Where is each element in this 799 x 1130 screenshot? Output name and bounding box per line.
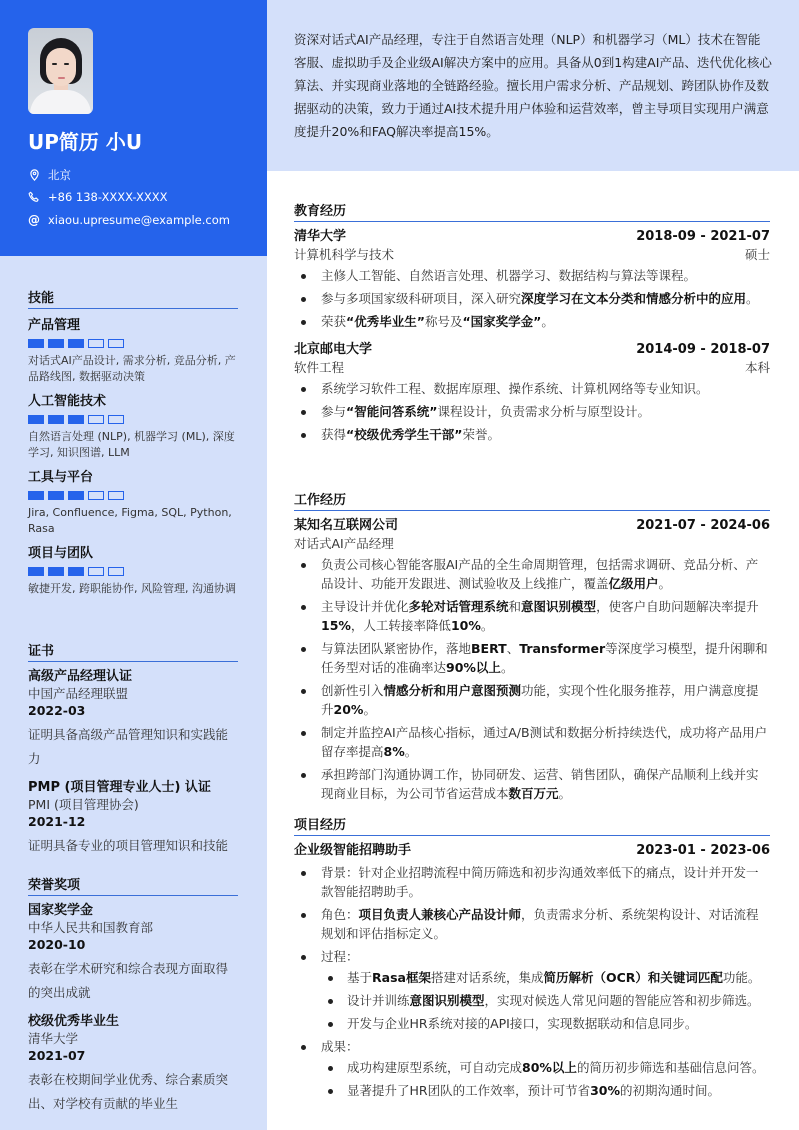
projects-title: 项目经历: [294, 814, 770, 836]
bullet-list: [294, 555, 770, 803]
bullet-item: 参与“智能问答系统”课程设计，负责需求分析与原型设计。: [294, 402, 770, 421]
education-entry: [294, 341, 770, 444]
summary-text: 资深对话式AI产品经理，专注于自然语言处理（NLP）和机器学习（ML）技术在智能客服、虚拟助手及企业级AI解决方案中的应用。具备从0到1构建AI产品、迭代优化核心算法、并实现商业落地的全链路经验。擅长用户需求分析、产品规划、跨团队协作及数据驱动的决策，致力于通过AI技术提升用户体验和运营效率，曾主导项目实现用户满意度提升20%和FAQ解决率提高15%。: [294, 32, 772, 139]
project-name: 企业级智能招聘助手: [294, 843, 412, 858]
bullet-item: 角色：项目负责人兼核心产品设计师，负责需求分析、系统架构设计、对话流程规划和评估指标定义。: [294, 905, 770, 943]
education-date: 2018-09 - 2021-07: [636, 229, 770, 244]
bullet-list: [294, 266, 770, 331]
certificate-name: PMP (项目管理专业人士) 认证: [28, 780, 211, 795]
contact-location: [28, 167, 71, 183]
bullet-item: 参与多项国家级科研项目，深入研究深度学习在文本分类和情感分析中的应用。: [294, 289, 770, 308]
email-text[interactable]: xiaou.upresume@example.com: [48, 213, 230, 227]
sidebar: [0, 0, 267, 1130]
certificate-name: 高级产品经理认证: [28, 669, 133, 684]
location-text: 北京: [48, 168, 71, 182]
skill-level-bar: [28, 339, 238, 348]
major: 计算机科学与技术: [294, 247, 395, 262]
skill-level-bar: [28, 415, 238, 424]
degree: 硕士: [744, 247, 770, 262]
bullet-item: 与算法团队紧密协作，落地BERT、Transformer等深度学习模型，提升闲聊和任务型对话的准确率达90%以上。: [294, 639, 770, 677]
certificate-desc: 证明具备专业的项目管理知识和技能: [28, 838, 229, 853]
sub-bullet-item: 基于Rasa框架搭建对话系统，集成简历解析（OCR）和关键词匹配功能。: [321, 968, 770, 987]
sub-bullet-item: 开发与企业HR系统对接的API接口，实现数据联动和信息同步。: [321, 1014, 770, 1033]
skill-name: 人工智能技术: [28, 394, 107, 409]
contact-phone: [28, 190, 167, 204]
school-name: 北京邮电大学: [294, 342, 373, 357]
bullet-item: 过程： 基于Rasa框架搭建对话系统，集成简历解析（OCR）和关键词匹配功能。 设计并训练意图识别模型，实现对候选人常见问题的智能应答和初步筛选。 开发与企业HR系统对接的API接口，实现数据联动和信息同步。: [294, 947, 770, 1033]
award-date: 2020-10: [28, 937, 86, 952]
job-role: 对话式AI产品经理: [294, 536, 394, 551]
bullet-item: 承担跨部门沟通协调工作，协同研发、运营、销售团队，确保产品顺利上线并实现商业目标，为公司节省运营成本数百万元。: [294, 765, 770, 803]
sub-bullet-list: [321, 1058, 770, 1100]
award-desc: 表彰在校期间学业优秀、综合素质突出、对学校有贡献的毕业生: [28, 1072, 229, 1111]
project-entry: [294, 842, 770, 1100]
certificate-date: 2022-03: [28, 703, 86, 718]
skill-desc: Jira, Confluence, Figma, SQL, Python, Rasa: [28, 506, 232, 535]
education-title: 教育经历: [294, 200, 770, 222]
award-date: 2021-07: [28, 1048, 86, 1063]
certificates-section: [28, 640, 238, 858]
bullet-item: 荣获“优秀毕业生”称号及“国家奖学金”。: [294, 312, 770, 331]
map-pin-icon: [28, 169, 40, 181]
work-entry: [294, 517, 770, 803]
bullet-list: [294, 863, 770, 1100]
award-desc: 表彰在学术研究和综合表现方面取得的突出成就: [28, 961, 229, 1000]
skill-desc: 敏捷开发, 跨职能协作, 风险管理, 沟通协调: [28, 582, 236, 595]
bullet-item: 制定并监控AI产品核心指标，通过A/B测试和数据分析持续迭代，成功将产品用户留存率提高8%。: [294, 723, 770, 761]
sub-bullet-item: 显著提升了HR团队的工作效率，预计可节省30%的初期沟通时间。: [321, 1081, 770, 1100]
award-name: 校级优秀毕业生: [28, 1014, 120, 1029]
award-name: 国家奖学金: [28, 903, 94, 918]
degree: 本科: [744, 360, 770, 375]
certificate-issuer: 中国产品经理联盟: [28, 686, 129, 701]
company-name: 某知名互联网公司: [294, 518, 399, 533]
certificates-title: 证书: [28, 640, 238, 662]
profile-header: [0, 0, 267, 256]
skill-level-bar: [28, 567, 238, 576]
phone-text: +86 138-XXXX-XXXX: [48, 190, 168, 204]
bullet-item: 系统学习软件工程、数据库原理、操作系统、计算机网络等专业知识。: [294, 379, 770, 398]
school-name: 清华大学: [294, 229, 347, 244]
at-icon: @: [28, 213, 40, 227]
bullet-item: 获得“校级优秀学生干部”荣誉。: [294, 425, 770, 444]
summary-panel: [267, 0, 799, 171]
skill-name: 工具与平台: [28, 470, 94, 485]
certificate-date: 2021-12: [28, 814, 86, 829]
bullet-item: 成果： 成功构建原型系统，可自动完成80%以上的简历初步筛选和基础信息问答。 显著提升了HR团队的工作效率，预计可节省30%的初期沟通时间。: [294, 1037, 770, 1100]
certificate-issuer: PMI (项目管理协会): [28, 797, 139, 812]
sub-bullet-item: 成功构建原型系统，可自动完成80%以上的简历初步筛选和基础信息问答。: [321, 1058, 770, 1077]
skill-desc: 自然语言处理 (NLP), 机器学习 (ML), 深度学习, 知识图谱, LLM: [28, 430, 235, 459]
bullet-item: 主导设计并优化多轮对话管理系统和意图识别模型，使客户自助问题解决率提升15%，人工转接率降低10%。: [294, 597, 770, 635]
skill-name: 项目与团队: [28, 546, 94, 561]
major: 软件工程: [294, 360, 345, 375]
skill-level-bar: [28, 491, 238, 500]
bullet-item: 负责公司核心智能客服AI产品的全生命周期管理，包括需求调研、竞品分析、产品设计、功能开发跟进、测试验收及上线推广，覆盖亿级用户。: [294, 555, 770, 593]
certificate-desc: 证明具备高级产品管理知识和实践能力: [28, 727, 229, 766]
awards-title: 荣誉奖项: [28, 874, 238, 896]
work-section: [294, 489, 770, 807]
project-date: 2023-01 - 2023-06: [636, 843, 770, 858]
phone-icon: [28, 191, 40, 203]
bullet-item: 创新性引入情感分析和用户意图预测功能，实现个性化服务推荐，用户满意度提升20%。: [294, 681, 770, 719]
projects-section: [294, 814, 770, 1104]
bullet-item: 主修人工智能、自然语言处理、机器学习、数据结构与算法等课程。: [294, 266, 770, 285]
skill-desc: 对话式AI产品设计, 需求分析, 竞品分析, 产品路线图, 数据驱动决策: [28, 354, 236, 383]
work-date: 2021-07 - 2024-06: [636, 518, 770, 533]
bullet-list: [294, 379, 770, 444]
bullet-item: 背景：针对企业招聘流程中简历筛选和初步沟通效率低下的痛点，设计并开发一款智能招聘助手。: [294, 863, 770, 901]
sub-bullet-item: 设计并训练意图识别模型，实现对候选人常见问题的智能应答和初步筛选。: [321, 991, 770, 1010]
education-section: [294, 200, 770, 448]
skills-section: [28, 287, 238, 597]
education-date: 2014-09 - 2018-07: [636, 342, 770, 357]
skills-title: 技能: [28, 287, 238, 309]
avatar: [28, 28, 93, 114]
award-issuer: 中华人民共和国教育部: [28, 920, 154, 935]
education-entry: [294, 228, 770, 331]
sub-bullet-list: [321, 968, 770, 1033]
candidate-name: UP简历 小U: [28, 130, 143, 154]
work-title: 工作经历: [294, 489, 770, 511]
awards-section: [28, 874, 238, 1116]
skill-name: 产品管理: [28, 318, 81, 333]
award-issuer: 清华大学: [28, 1031, 79, 1046]
contact-email[interactable]: [28, 213, 230, 227]
